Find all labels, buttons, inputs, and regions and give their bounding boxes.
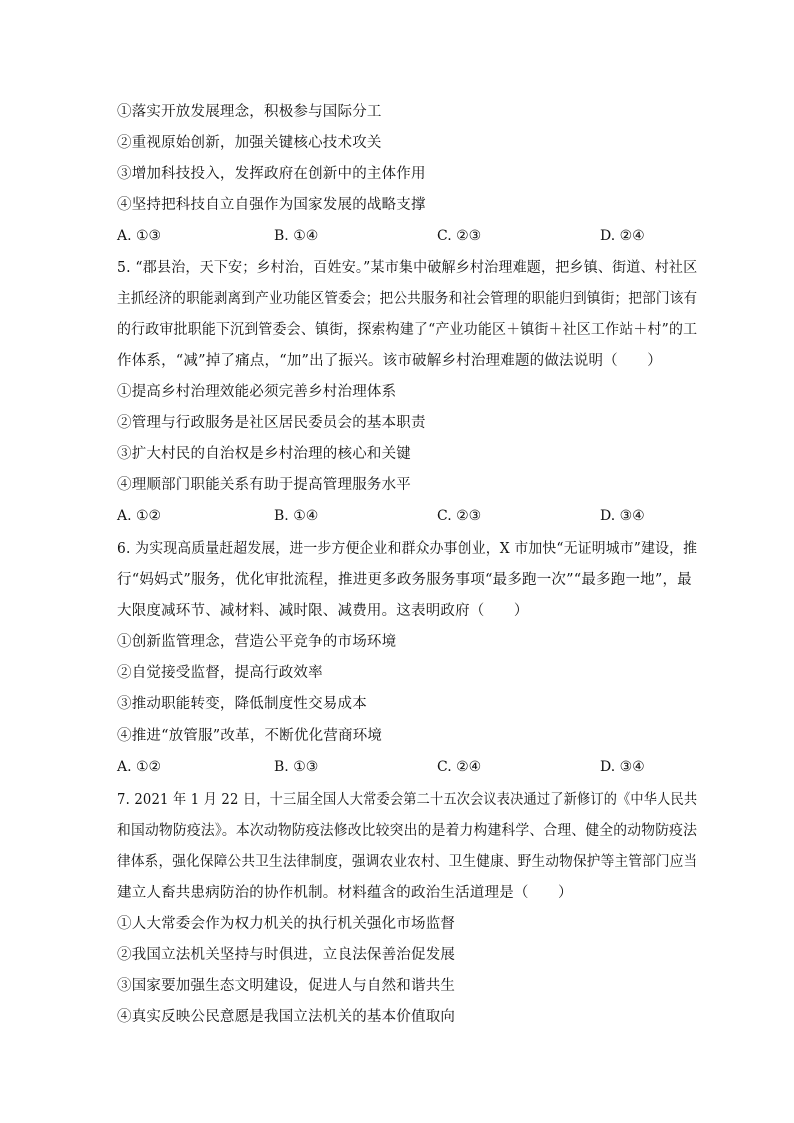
q5-choice-a: A. ①② [117, 508, 162, 524]
q7-option-3: ③国家要加强生态文明建设，促进人与自然和谐共生 [117, 978, 456, 994]
q6-choice-c: C. ②④ [437, 759, 482, 775]
q6-stem-line-1: 6. 为实现高质量赶超发展，进一步方便企业和群众办事创业，X 市加快“无证明城市”建设，推 [117, 541, 698, 557]
q6-stem-line-3: 大限度减环节、减材料、减时限、减费用。这表明政府（ ） [117, 603, 529, 619]
q4-option-2: ②重视原始创新，加强关键核心技术攻关 [117, 135, 382, 151]
q5-option-1: ①提高乡村治理效能必须完善乡村治理体系 [117, 384, 397, 400]
q7-option-1: ①人大常委会作为权力机关的执行机关强化市场监督 [117, 916, 456, 932]
q5-option-4: ④理顺部门职能关系有助于提高管理服务水平 [117, 477, 411, 493]
q5-stem-line-3: 的行政审批职能下沉到管委会、镇街，探索构建了“产业功能区＋镇街＋社区工作站＋村”的工 [117, 322, 698, 338]
q5-stem-line-2: 主抓经济的职能剥离到产业功能区管委会；把公共服务和社会管理的职能归到镇街；把部门该有 [117, 291, 698, 307]
q7-stem-line-3: 律体系，强化保障公共卫生法律制度，强调农业农村、卫生健康、野生动物保护等主管部门应当 [117, 854, 698, 870]
q6-choice-d: D. ③④ [600, 759, 645, 775]
q4-choice-c: C. ②③ [437, 228, 482, 244]
q5-option-3: ③扩大村民的自治权是乡村治理的核心和关键 [117, 446, 411, 462]
q5-choices [117, 508, 697, 528]
q6-choices [117, 759, 697, 779]
q5-stem-line-1: 5. “郡县治，天下安；乡村治，百姓安。”某市集中破解乡村治理难题，把乡镇、街道、村社区 [117, 260, 698, 276]
q4-choice-b: B. ①④ [274, 228, 319, 244]
q5-choice-c: C. ②③ [437, 508, 482, 524]
q7-option-2: ②我国立法机关坚持与时俱进，立良法保善治促发展 [117, 947, 456, 963]
q4-option-4: ④坚持把科技自立自强作为国家发展的战略支撑 [117, 197, 426, 213]
q7-stem-line-4: 建立人畜共患病防治的协作机制。材料蕴含的政治生活道理是（ ） [117, 885, 573, 901]
q4-choices [117, 228, 697, 248]
q4-option-1: ①落实开放发展理念，积极参与国际分工 [117, 104, 382, 120]
q6-option-3: ③推动职能转变，降低制度性交易成本 [117, 696, 367, 712]
q6-choice-a: A. ①② [117, 759, 162, 775]
q5-choice-d: D. ③④ [600, 508, 645, 524]
q6-option-1: ①创新监管理念，营造公平竞争的市场环境 [117, 634, 397, 650]
q4-choice-a: A. ①③ [117, 228, 162, 244]
q5-stem-line-4: 作体系，“减”掉了痛点，“加”出了振兴。该市破解乡村治理难题的做法说明（ ） [117, 353, 662, 369]
q7-stem-line-2: 和国动物防疫法》。本次动物防疫法修改比较突出的是着力构建科学、合理、健全的动物防疫法 [117, 823, 698, 839]
q6-option-2: ②自觉接受监督，提高行政效率 [117, 665, 323, 681]
q5-choice-b: B. ①④ [274, 508, 319, 524]
q5-option-2: ②管理与行政服务是社区居民委员会的基本职责 [117, 415, 426, 431]
q4-choice-d: D. ②④ [600, 228, 645, 244]
q6-option-4: ④推进“放管服”改革，不断优化营商环境 [117, 728, 383, 744]
q7-option-4: ④真实反映公民意愿是我国立法机关的基本价值取向 [117, 1009, 456, 1025]
q7-stem-line-1: 7. 2021 年 1 月 22 日，十三届全国人大常委会第二十五次会议表决通过了新修订的《中华人民共 [117, 792, 698, 808]
q4-option-3: ③增加科技投入，发挥政府在创新中的主体作用 [117, 166, 426, 182]
q6-choice-b: B. ①③ [274, 759, 319, 775]
q6-stem-line-2: 行“妈妈式”服务，优化审批流程，推进更多政务服务事项“最多跑一次”“最多跑一地”，最 [117, 572, 692, 588]
